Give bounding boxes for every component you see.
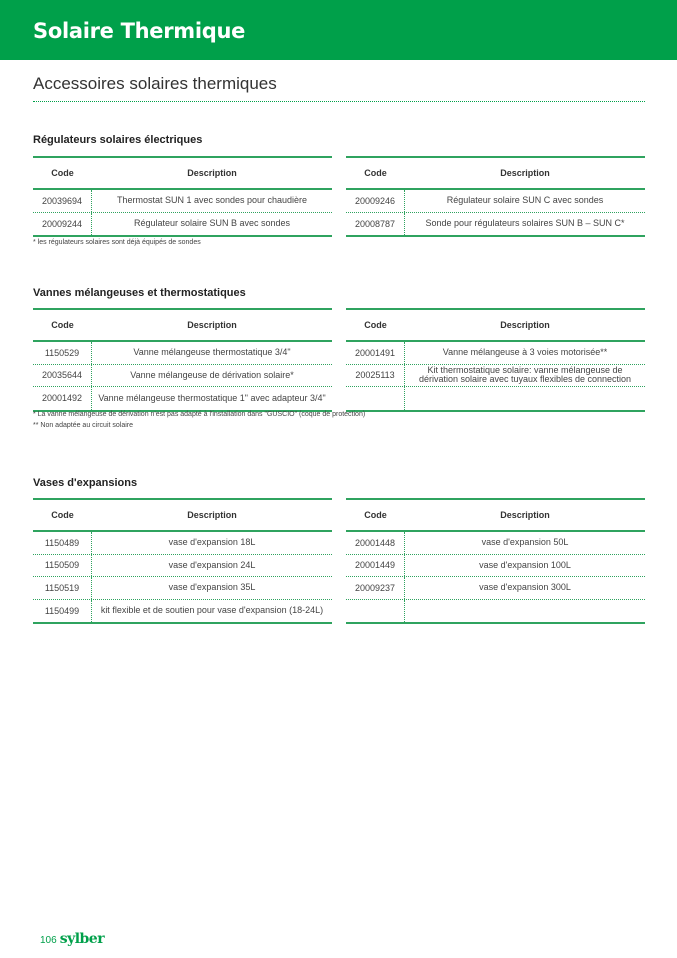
column-header-code: Code bbox=[51, 168, 74, 178]
header-bar bbox=[0, 0, 677, 60]
column-header-code: Code bbox=[364, 510, 387, 520]
footnote: * La vanne mélangeuse de dérivation n'est pas adapté à l'installation dans "GUSCIO" (coque de protection) bbox=[33, 411, 366, 418]
section-title: Vases d'expansions bbox=[33, 477, 138, 489]
table-row bbox=[346, 387, 645, 410]
table-row bbox=[346, 532, 645, 555]
table-row bbox=[346, 213, 645, 236]
table-row bbox=[346, 555, 645, 578]
footnote: ** Non adaptée au circuit solaire bbox=[33, 422, 134, 429]
product-code: 20025113 bbox=[346, 365, 405, 387]
product-code: 1150499 bbox=[33, 600, 92, 623]
table-row bbox=[33, 387, 332, 410]
column-header-description: Description bbox=[187, 509, 237, 520]
section-heading: Accessoires solaires thermiques bbox=[33, 74, 277, 93]
product-table bbox=[346, 156, 645, 237]
section-title: Régulateurs solaires électriques bbox=[33, 134, 203, 146]
product-table bbox=[33, 156, 332, 237]
table-row bbox=[33, 365, 332, 388]
table-row bbox=[33, 532, 332, 555]
section-title: Vannes mélangeuses et thermostatiques bbox=[33, 287, 246, 299]
product-description: vase d'expansion 24L bbox=[168, 559, 256, 570]
table-header bbox=[346, 310, 645, 342]
product-code bbox=[346, 600, 405, 623]
product-code: 1150489 bbox=[33, 532, 92, 554]
table-header bbox=[33, 310, 332, 342]
product-description: Vanne mélangeuse thermostatique 3/4" bbox=[133, 347, 291, 358]
product-code: 20001449 bbox=[346, 555, 405, 577]
table-row bbox=[346, 190, 645, 213]
product-code: 20009237 bbox=[346, 577, 405, 599]
product-description: vase d'expansion 100L bbox=[479, 559, 571, 570]
page-number: 106 bbox=[40, 935, 57, 946]
table-header bbox=[33, 500, 332, 532]
footnote: * les régulateurs solaires sont déjà équipés de sondes bbox=[33, 239, 201, 246]
table-row bbox=[346, 342, 645, 365]
product-description: Vanne mélangeuse de dérivation solaire* bbox=[130, 369, 294, 380]
product-table bbox=[33, 308, 332, 412]
table-header bbox=[346, 500, 645, 532]
footer bbox=[40, 931, 104, 947]
product-code: 20009244 bbox=[33, 213, 92, 236]
column-header-code: Code bbox=[364, 320, 387, 330]
product-description: vase d'expansion 50L bbox=[481, 537, 569, 548]
table-row bbox=[33, 342, 332, 365]
product-description: Thermostat SUN 1 avec sondes pour chaudière bbox=[116, 195, 308, 206]
table-header bbox=[346, 158, 645, 190]
product-description: Kit thermostatique solaire: vanne mélangeuse de dérivation solaire avec tuyaux flexibles de connection bbox=[418, 365, 632, 385]
product-table bbox=[346, 308, 645, 412]
product-code: 20035644 bbox=[33, 365, 92, 387]
table-row bbox=[346, 577, 645, 600]
column-header-code: Code bbox=[51, 510, 74, 520]
product-code bbox=[346, 387, 405, 410]
product-description: Vanne mélangeuse thermostatique 1" avec adapteur 3/4" bbox=[98, 392, 326, 403]
product-description: Sonde pour régulateurs solaires SUN B – SUN C* bbox=[425, 218, 625, 229]
table-row bbox=[33, 600, 332, 623]
column-header-code: Code bbox=[51, 320, 74, 330]
product-description: Vanne mélangeuse à 3 voies motorisée** bbox=[442, 347, 608, 358]
product-code: 1150529 bbox=[33, 342, 92, 364]
table-row bbox=[33, 555, 332, 578]
product-code: 20001448 bbox=[346, 532, 405, 554]
product-description: kit flexible et de soutien pour vase d'expansion (18-24L) bbox=[100, 605, 324, 616]
product-description: Régulateur solaire SUN B avec sondes bbox=[133, 218, 291, 229]
product-description bbox=[405, 600, 645, 623]
table-row bbox=[33, 190, 332, 213]
product-description: vase d'expansion 300L bbox=[479, 582, 571, 593]
table-header bbox=[33, 158, 332, 190]
product-table bbox=[346, 498, 645, 624]
product-code: 20039694 bbox=[33, 190, 92, 212]
table-row bbox=[33, 577, 332, 600]
product-code: 20001491 bbox=[346, 342, 405, 364]
product-description bbox=[405, 387, 645, 410]
brand-logo: sylber bbox=[59, 931, 105, 947]
column-header-code: Code bbox=[364, 168, 387, 178]
table-row bbox=[33, 213, 332, 236]
product-description: vase d'expansion 18L bbox=[168, 537, 256, 548]
product-code: 20009246 bbox=[346, 190, 405, 212]
product-code: 1150509 bbox=[33, 555, 92, 577]
column-header-description: Description bbox=[500, 319, 550, 330]
column-header-description: Description bbox=[187, 167, 237, 178]
product-code: 20008787 bbox=[346, 213, 405, 236]
table-row bbox=[346, 600, 645, 623]
column-header-description: Description bbox=[500, 509, 550, 520]
product-table bbox=[33, 498, 332, 624]
column-header-description: Description bbox=[500, 167, 550, 178]
product-description: vase d'expansion 35L bbox=[168, 582, 256, 593]
product-code: 20001492 bbox=[33, 387, 92, 410]
page-title: Solaire Thermique bbox=[33, 19, 246, 43]
product-code: 1150519 bbox=[33, 577, 92, 599]
column-header-description: Description bbox=[187, 319, 237, 330]
divider bbox=[33, 101, 645, 102]
table-row bbox=[346, 365, 645, 388]
product-description: Régulateur solaire SUN C avec sondes bbox=[446, 195, 604, 206]
